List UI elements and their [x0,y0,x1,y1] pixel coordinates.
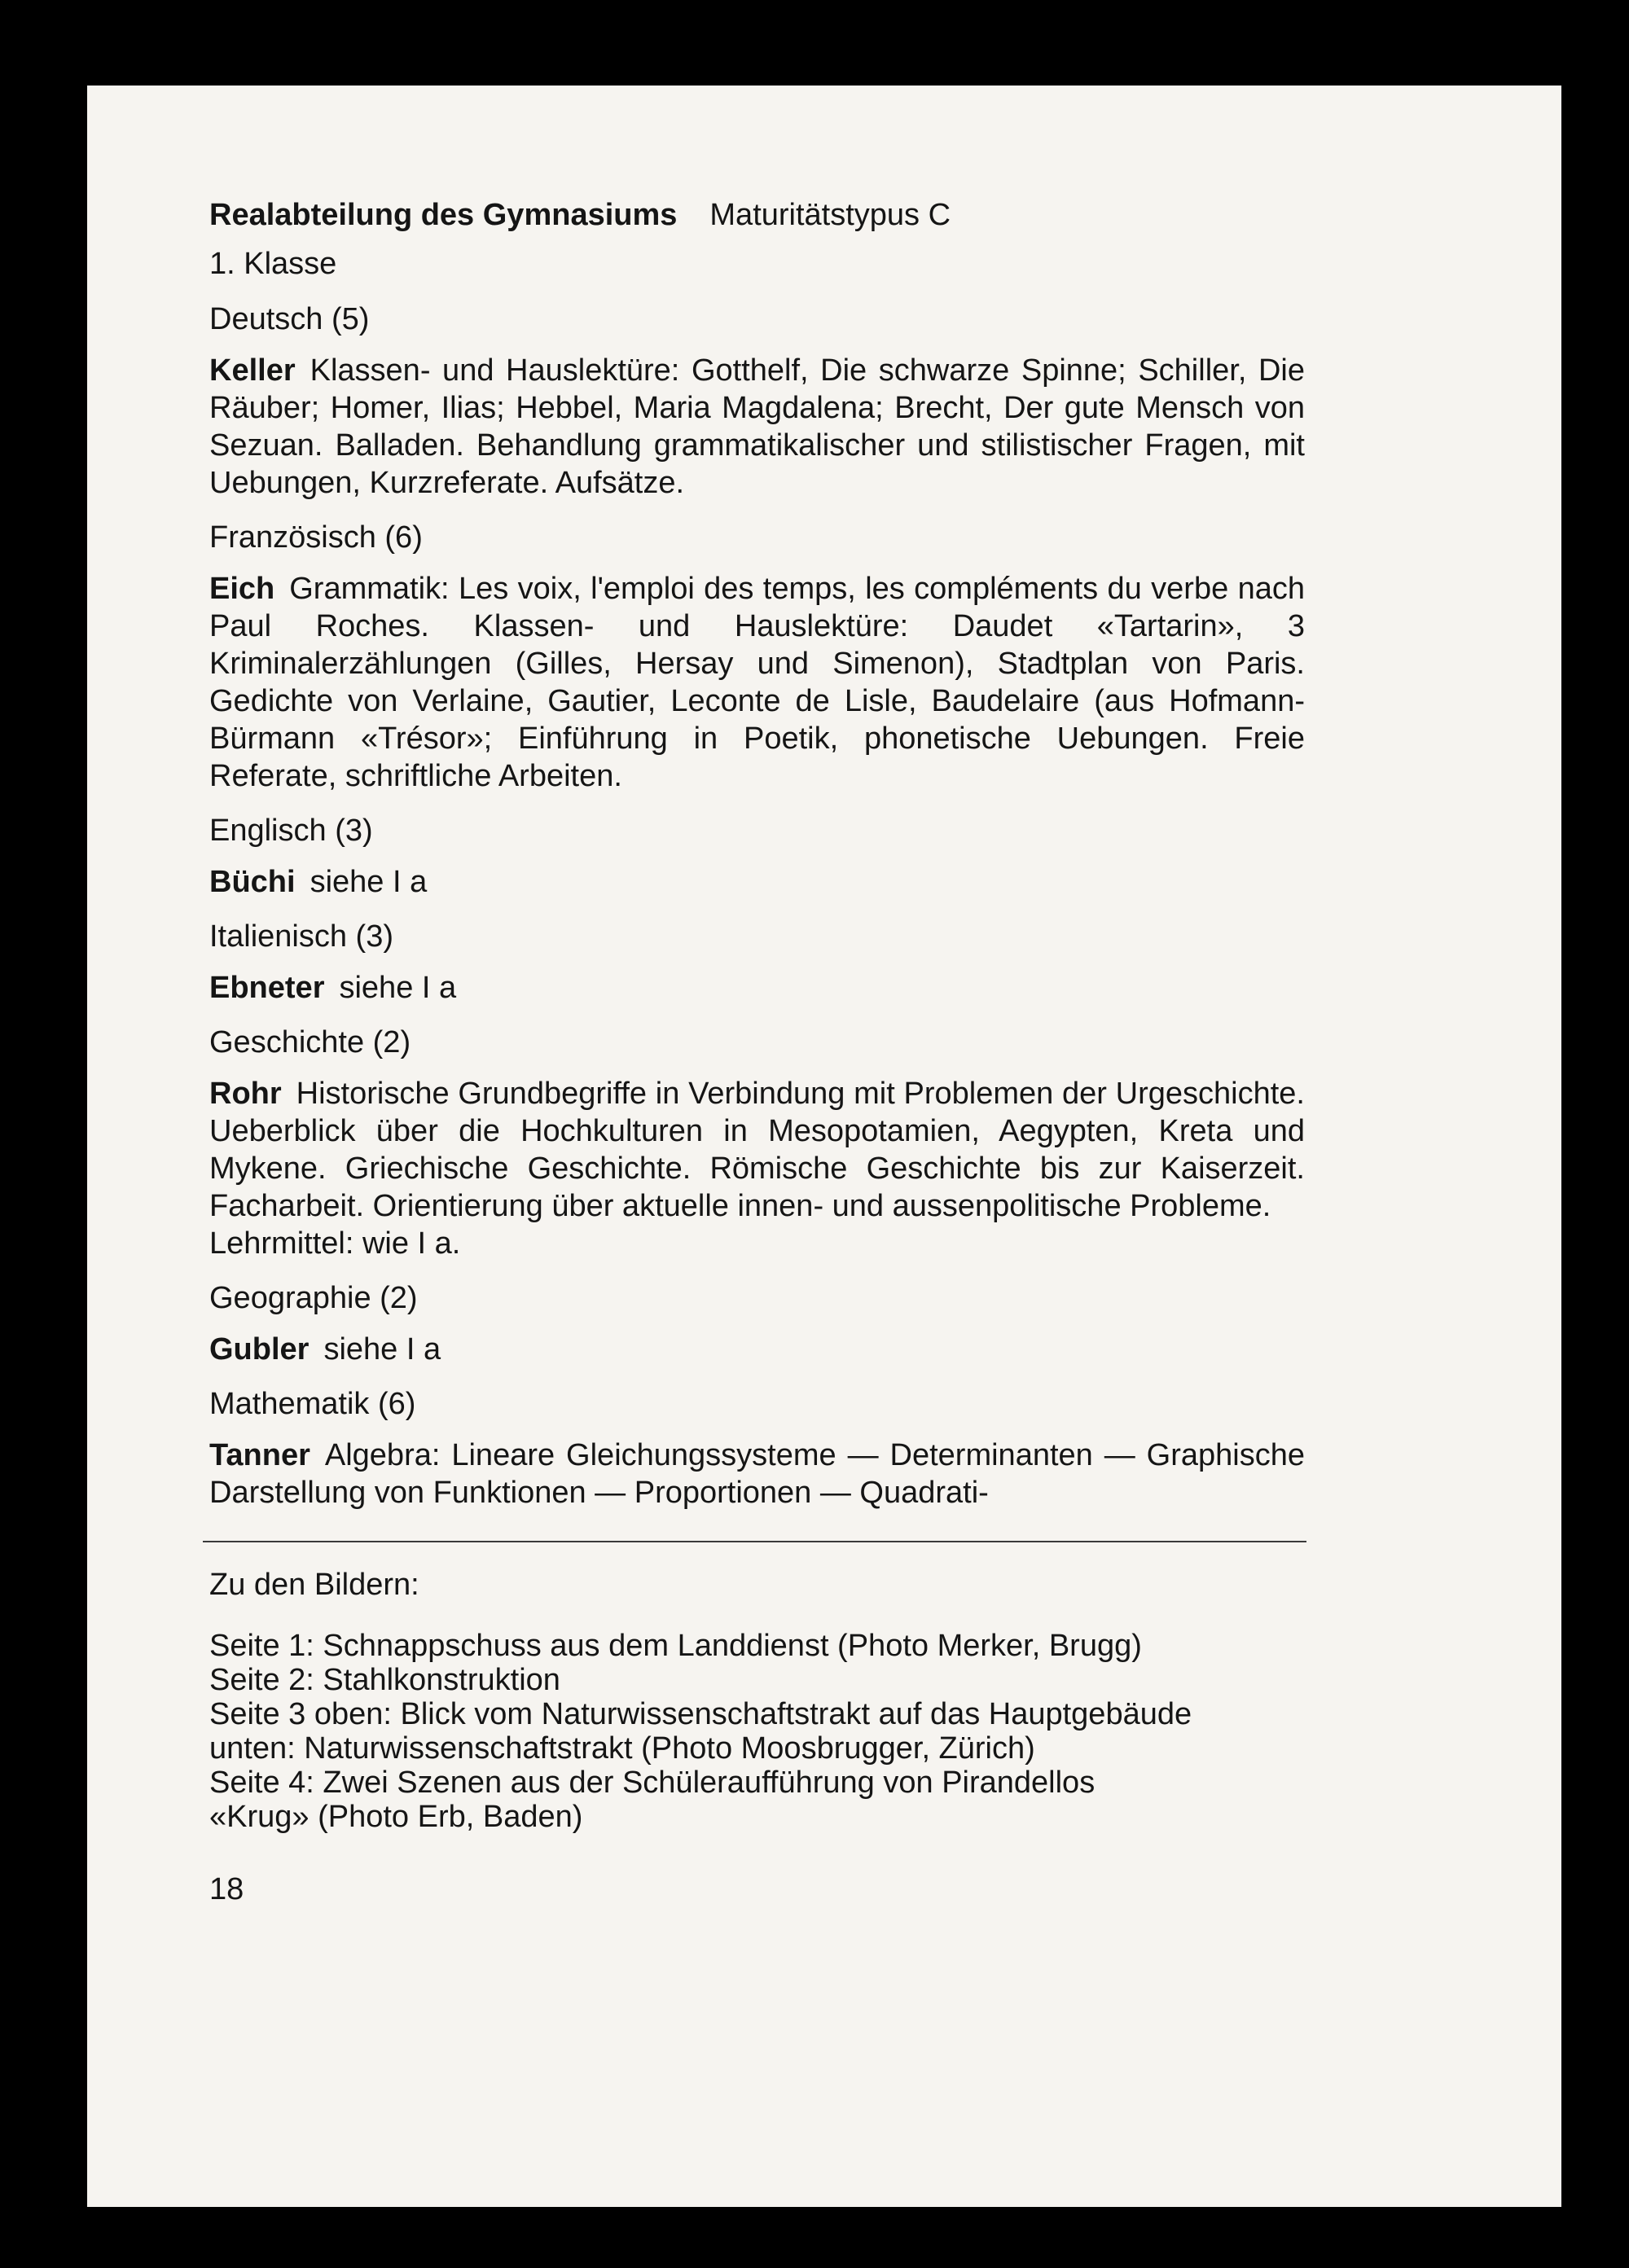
entry-italienisch [209,969,1305,1007]
page-heading [209,195,1305,235]
entry-text: Algebra: Lineare Gleichungssysteme — Determinanten — Graphische Darstellung von Funktionen — Proportionen — Quadrati- [209,1438,1305,1510]
lehrmittel-note: Lehrmittel: wie I a. [209,1226,461,1261]
teacher-name: Keller [209,353,296,388]
subject-franzoesisch: Französisch (6) [209,520,423,555]
subject-deutsch: Deutsch (5) [209,302,370,336]
page-number: 18 [209,1872,244,1906]
captions-title: Zu den Bildern: [209,1568,419,1602]
caption-line: Seite 1: Schnappschuss aus dem Landdienst (Photo Merker, Brugg) [209,1629,1142,1663]
document-page [87,86,1561,2207]
teacher-name: Büchi [209,865,296,899]
class-label: 1. Klasse [209,247,337,281]
teacher-name: Rohr [209,1077,282,1111]
entry-mathematik [209,1437,1305,1511]
subject-mathematik: Mathematik (6) [209,1387,416,1421]
heading-type: Maturitätstypus C [709,198,951,232]
subject-italienisch: Italienisch (3) [209,919,393,954]
entry-deutsch [209,352,1305,502]
subject-englisch: Englisch (3) [209,814,373,848]
subject-geographie: Geographie (2) [209,1281,418,1315]
teacher-name: Tanner [209,1438,310,1472]
entry-text: siehe I a [323,1332,441,1367]
caption-line: Seite 3 oben: Blick vom Naturwissenschaftstrakt auf das Hauptgebäude [209,1697,1192,1731]
heading-bold: Realabteilung des Gymnasiums [209,198,678,232]
entry-text: Grammatik: Les voix, l'emploi des temps, les compléments du verbe nach Paul Roches. Klassen- und Hauslektüre: Daudet «Tartarin», 3 Kriminalerzählungen (Gilles, Hersay und Simenon), Stadtplan von Paris. Gedichte von Verlaine, Gautier, Leconte de Lisle, Baudelaire (aus Hofmann-Bürmann «Trésor»; Einführung in Poetik, phonetische Uebungen. Freie Referate, schriftliche Arbeiten. [209,572,1305,793]
subject-geschichte: Geschichte (2) [209,1025,411,1059]
entry-franzoesisch [209,570,1305,795]
teacher-name: Gubler [209,1332,310,1367]
entry-text: Historische Grundbegriffe in Verbindung mit Problemen der Urgeschichte. Ueberblick über die Hochkulturen in Mesopotamien, Aegypten, Kreta und Mykene. Griechische Geschichte. Römische Geschichte bis zur Kaiserzeit. Facharbeit. Orientierung über aktuelle innen- und aussenpolitische Probleme. [209,1077,1305,1223]
caption-line: Seite 4: Zwei Szenen aus der Schüleraufführung von Pirandellos [209,1766,1096,1800]
entry-text: siehe I a [339,971,457,1005]
entry-text: Klassen- und Hauslektüre: Gotthelf, Die schwarze Spinne; Schiller, Die Räuber; Homer, Ilias; Hebbel, Maria Magdalena; Brecht, Der gute Mensch von Sezuan. Balladen. Behandlung grammatikalischer und stilistischer Fragen, mit Uebungen, Kurzreferate. Aufsätze. [209,353,1305,500]
teacher-name: Ebneter [209,971,325,1005]
teacher-name: Eich [209,572,275,606]
caption-line: Seite 2: Stahlkonstruktion [209,1663,560,1697]
captions-list [209,1629,1305,1834]
entry-englisch [209,863,1305,901]
caption-line: unten: Naturwissenschaftstrakt (Photo Moosbrugger, Zürich) [209,1731,1035,1766]
footnote-divider [203,1541,1306,1542]
entry-geschichte [209,1075,1305,1225]
entry-text: siehe I a [310,865,428,899]
entry-geographie [209,1331,1305,1368]
page-content [209,195,1305,1909]
caption-line: «Krug» (Photo Erb, Baden) [209,1800,583,1834]
